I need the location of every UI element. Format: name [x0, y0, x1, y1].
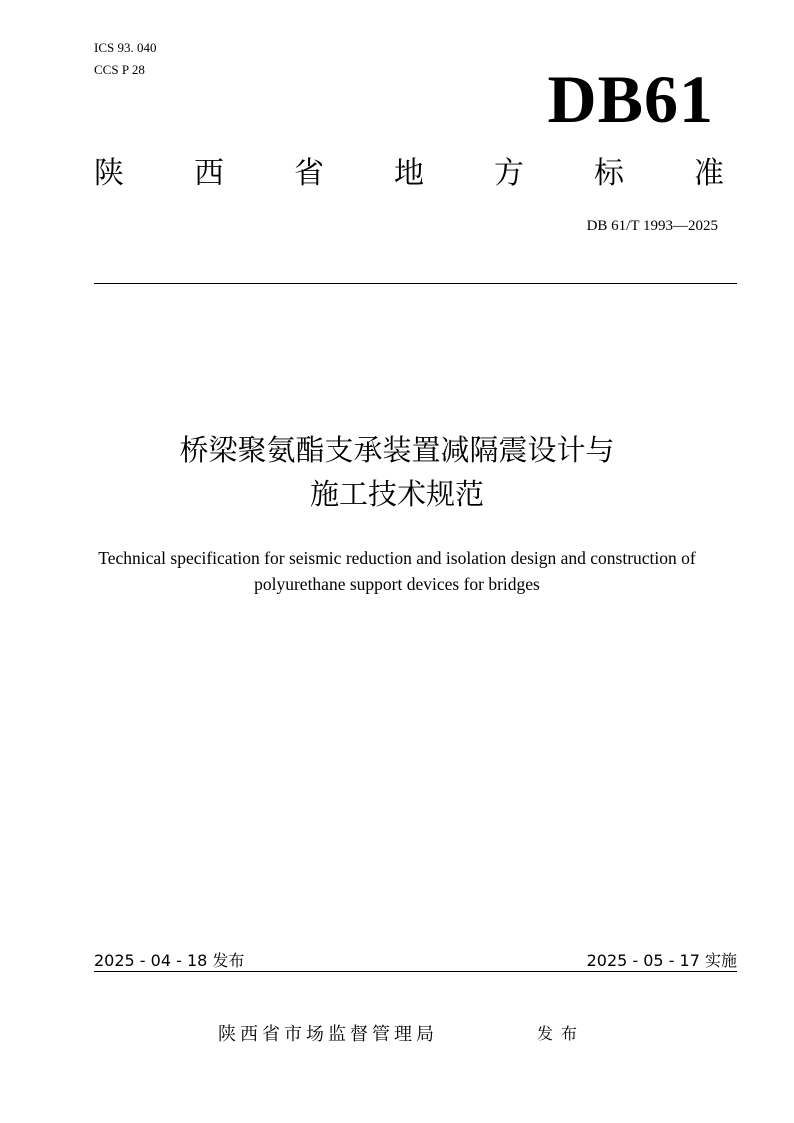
- standard-type-char: 西: [194, 156, 224, 191]
- standard-type-char: 标: [594, 156, 624, 191]
- standard-type-char: 省: [294, 156, 324, 191]
- top-divider: [94, 283, 737, 284]
- issuing-authority: 陕西省市场监督管理局: [218, 1024, 438, 1045]
- english-title-line-1: Technical specification for seismic reduction and isolation design and construction of: [98, 548, 696, 568]
- chinese-title: [0, 428, 794, 516]
- db-code-logo: DB61: [547, 61, 714, 137]
- english-title: [0, 545, 794, 597]
- english-title-line-2: polyurethane support devices for bridges: [254, 574, 540, 594]
- issue-date: 2025 - 04 - 18 发布: [94, 951, 245, 970]
- ics-code: ICS 93. 040: [94, 40, 157, 55]
- standard-type-heading: [94, 152, 724, 196]
- standard-type-char: 方: [494, 156, 524, 191]
- standard-number: DB 61/T 1993—2025: [586, 218, 718, 234]
- chinese-title-line-1: 桥梁聚氨酯支承装置减隔震设计与: [179, 433, 615, 467]
- standard-type-char: 准: [694, 156, 724, 191]
- issue-action-label: 发布: [537, 1024, 586, 1043]
- standard-type-char: 地: [394, 156, 424, 191]
- ccs-code: CCS P 28: [94, 62, 145, 77]
- chinese-title-line-2: 施工技术规范: [309, 477, 484, 511]
- standard-type-char: 陕: [94, 156, 124, 191]
- bottom-divider: [94, 971, 737, 972]
- implementation-date: 2025 - 05 - 17 实施: [586, 951, 737, 970]
